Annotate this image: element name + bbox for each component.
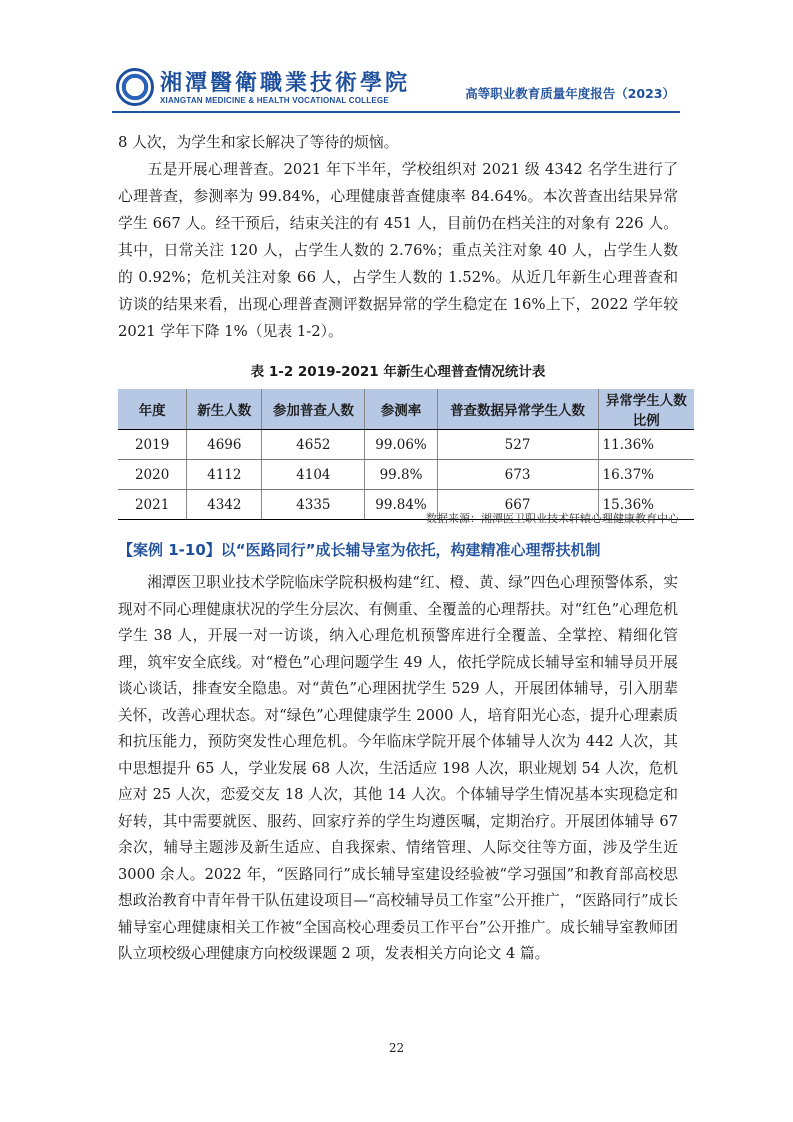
cell-year: 2020 [118,460,187,490]
cell-participants: 4652 [262,430,365,460]
cell-year: 2021 [118,490,187,520]
cell-abnormal: 527 [437,430,598,460]
cell-freshmen: 4112 [187,460,262,490]
survey-stats-table [118,389,694,520]
school-name-en: XIANGTAN MEDICINE & HEALTH VOCATIONAL COLLEGE [160,96,389,105]
cell-participants: 4104 [262,460,365,490]
table-source-note: 数据来源：湘潭医卫职业技术轩辕心理健康教育中心 [426,512,679,525]
page-number: 22 [388,1041,405,1055]
col-header-year: 年度 [118,389,187,430]
cell-year: 2019 [118,430,187,460]
table-row [118,430,694,460]
cell-rate: 99.06% [365,430,437,460]
cell-abnormal-ratio: 11.36% [598,430,694,460]
col-header-abnormal: 普查数据异常学生人数 [437,389,598,430]
table-row [118,460,694,490]
case-body: 湘潭医卫职业技术学院临床学院积极构建“红、橙、黄、绿”四色心理预警体系，实现对不同心理健康状况的学生分层次、有侧重、全覆盖的心理帮扶。对“红色”心理危机学生 38 人，开展一对一访谈，纳入心理危机预警库进行全覆盖、全掌控、精细化管理，筑牢安全底线。对“橙色”心理问题学生 49 人，依托学院成长辅导室和辅导员开展谈心谈话，排查安全隐患。对“黄色”心理困扰学生 529 人，开展团体辅导，引入朋辈关怀，改善心理状态。对“绿色”心理健康学生 2000 人，培育阳光心态，提升心理素质和抗压能力，预防突发性心理危机。今年临床学院开展个体辅导人次为 442 人次，其中思想提升 65 人，学业发展 68 人次，生活适应 198 人次，职业规划 54 人次，危机应对 25 人次，恋爱交友 18 人次，其他 14 人次。个体辅导学生情况基本实现稳定和好转，其中需要就医、服药、回家疗养的学生均遵医嘱，定期治疗。开展团体辅导 67 余次，辅导主题涉及新生适应、自我探索、情绪管理、人际交往等方面，涉及学生近 3000 余人。2022 年，“医路同行”成长辅导室建设经验被“学习强国”和教育部高校思想政治教育中青年骨干队伍建设项目—“高校辅导员工作室”公开推广，“医路同行”成长辅导室心理健康相关工作被“全国高校心理委员工作平台”公开推广。成长辅导室教师团队立项校级心理健康方向校级课题 2 项，发表相关方向论文 4 篇。 [118,574,678,962]
header-divider [112,111,680,113]
cell-abnormal-ratio: 15.36% [598,490,694,520]
col-header-rate: 参测率 [365,389,437,430]
table-caption: 表 1-2 2019-2021 年新生心理普查情况统计表 [250,364,546,380]
page-header [0,0,793,120]
cell-abnormal: 667 [437,490,598,520]
cell-freshmen: 4696 [187,430,262,460]
cell-rate: 99.8% [365,460,437,490]
table-header-row [118,389,694,430]
paragraph-continuation: 8 人次，为学生和家长解决了等待的烦恼。 [118,134,399,151]
school-logo-icon [116,68,154,106]
cell-freshmen: 4342 [187,490,262,520]
school-name-cn: 湘潭醫衛職業技術學院 [160,70,411,96]
cell-participants: 4335 [262,490,365,520]
body-section [118,129,678,345]
case-title: 【案例 1-10】以“医路同行”成长辅导室为依托，构建精准心理帮扶机制 [118,541,601,559]
cell-abnormal-ratio: 16.37% [598,460,694,490]
col-header-freshmen: 新生人数 [187,389,262,430]
col-header-abnormal-ratio: 异常学生人数比例 [598,389,694,430]
col-header-participants: 参加普查人数 [262,389,365,430]
cell-abnormal: 673 [437,460,598,490]
paragraph-psych-survey: 五是开展心理普查。2021 年下半年，学校组织对 2021 级 4342 名学生进行了心理普查，参测率为 99.84%，心理健康普查健康率 84.64%。本次普查出结果异常学生 667 人。经干预后，结束关注的有 451 人，目前仍在档关注的对象有 226 人。其中，日常关注 120 人，占学生人数的 2.76%；重点关注对象 40 人，占学生人数的 0.92%；危机关注对象 66 人，占学生人数的 1.52%。从近几年新生心理普查和访谈的结果来看，出现心理普查测评数据异常的学生稳定在 16%上下，2022 学年较 2021 学年下降 1%（见表 1-2）。 [118,161,678,340]
cell-rate: 99.84% [365,490,437,520]
report-title: 高等职业教育质量年度报告（2023） [465,86,675,101]
